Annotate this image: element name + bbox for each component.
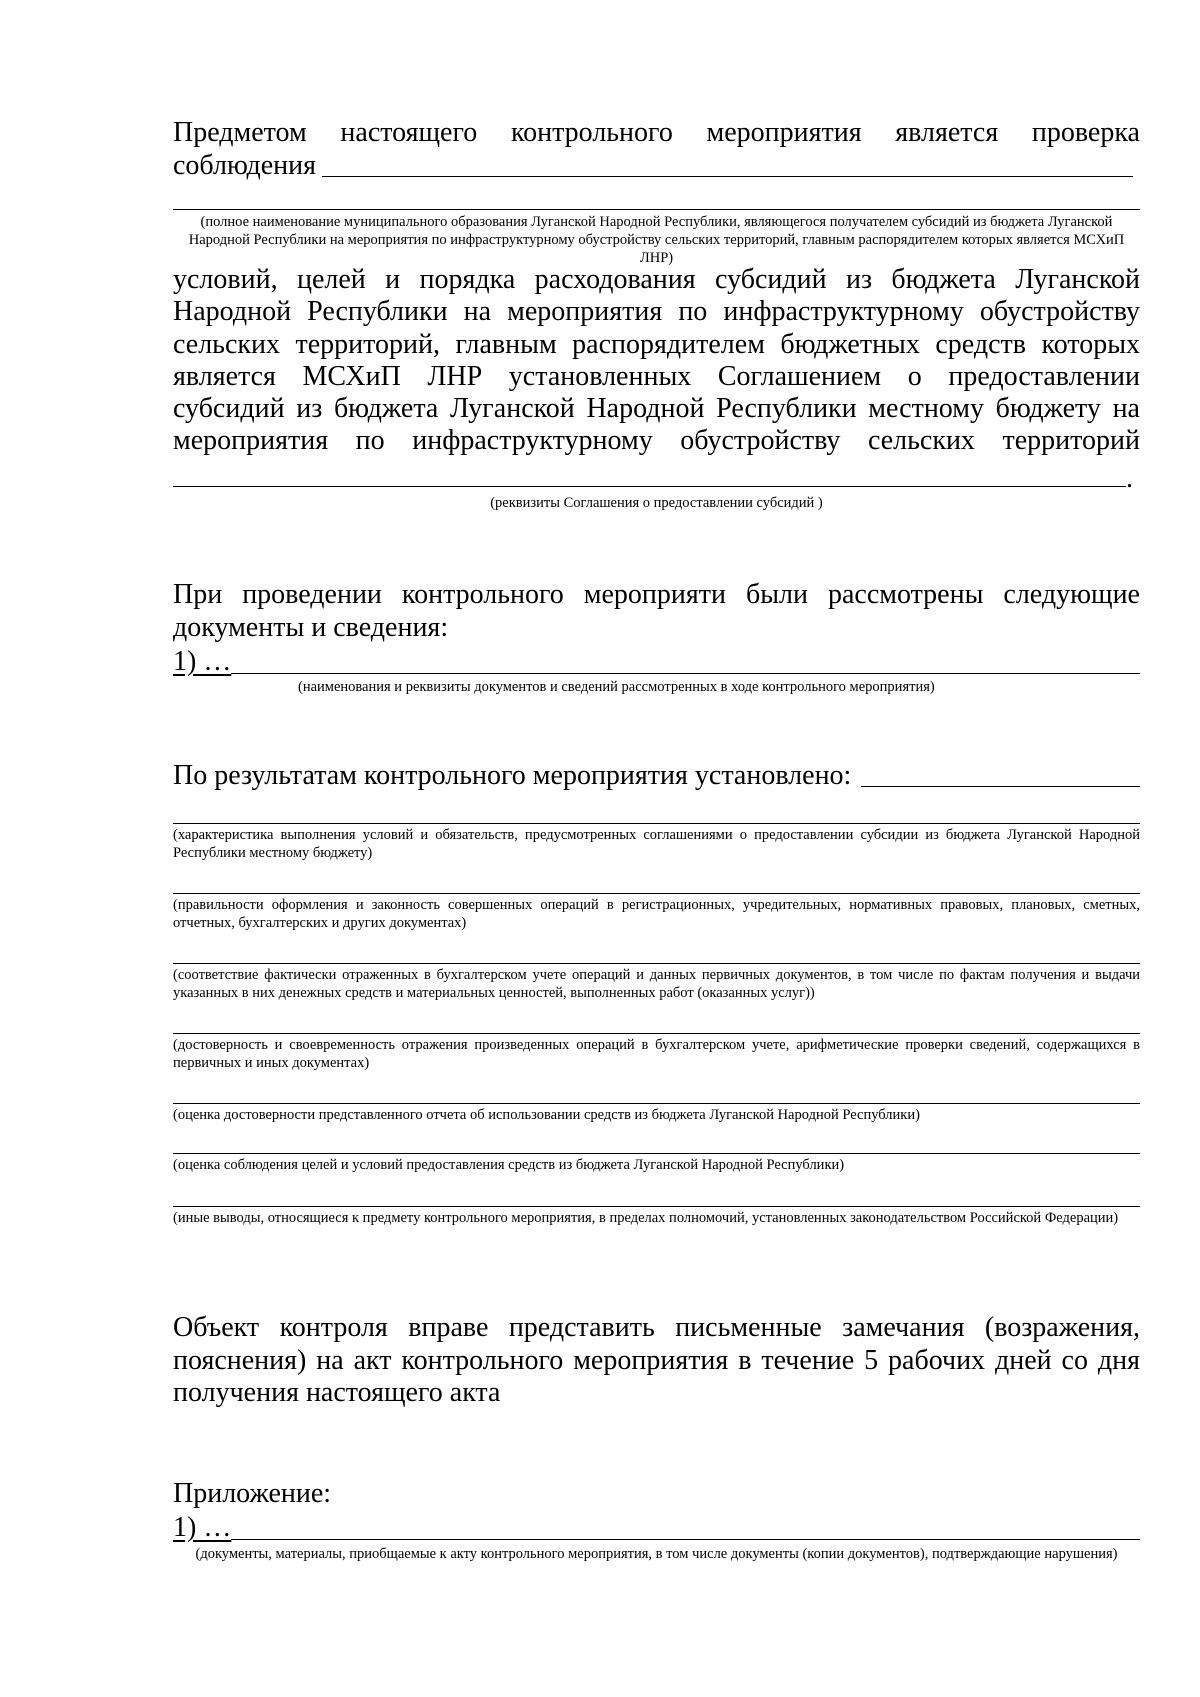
note-text: (соответствие фактически отраженных в бухгалтерском учете операций и данных первичных документов, в том числе по фактам получения и выдачи указанных в них денежных средств и материальных ценностей, выполненных работ (оказанных услуг)) xyxy=(173,967,1140,1001)
heading-text: Приложение: xyxy=(173,1478,332,1509)
word: мероприятия xyxy=(706,117,862,148)
note-text: (реквизиты Соглашения о предоставлении субсидий ) xyxy=(490,495,823,511)
period-mark: . xyxy=(1126,463,1133,494)
note-text: (достоверность и своевременность отражения произведенных операций в бухгалтерском учете, арифметические проверки сведений, содержащихся в первичных и иных документах) xyxy=(173,1037,1140,1071)
results-heading xyxy=(173,759,1140,792)
fill-line-result-4 xyxy=(173,1033,1140,1034)
fill-line-result-7 xyxy=(173,1206,1140,1207)
note-result-6 xyxy=(173,1156,1140,1174)
note-text: (характеристика выполнения условий и обязательств, предусмотренных соглашениями о предоставлении субсидии из бюджета Луганской Народной Республики местному бюджету) xyxy=(173,827,1140,861)
fill-line xyxy=(231,1539,1140,1540)
note-text: (оценка соблюдения целей и условий предоставления средств из бюджета Луганской Народной Республики) xyxy=(173,1157,845,1173)
documents-item-1 xyxy=(173,645,1140,678)
note-result-7 xyxy=(173,1209,1140,1227)
note-municipality xyxy=(173,213,1140,267)
fill-line-result-5 xyxy=(173,1103,1140,1104)
note-agreement xyxy=(173,494,1140,512)
fill-line-result-6 xyxy=(173,1153,1140,1154)
fill-line xyxy=(322,176,1133,177)
note-result-4 xyxy=(173,1036,1140,1072)
note-text: (документы, материалы, приобщаемые к акту контрольного мероприятия, в том числе документы (копии документов), подтверждающие нарушения) xyxy=(195,1546,1118,1562)
item-number: 1) … xyxy=(173,646,232,677)
note-result-3 xyxy=(173,966,1140,1002)
fill-line xyxy=(231,673,1140,674)
word: проверка xyxy=(1031,117,1140,148)
paragraph-text: Объект контроля вправе представить письменные замечания (возражения, пояснения) на акт контрольного мероприятия в течение 5 рабочих дней со дня получения настоящего акта xyxy=(173,1312,1140,1408)
note-result-1 xyxy=(173,826,1140,862)
word: настоящего xyxy=(340,117,478,148)
word: является xyxy=(895,117,999,148)
fill-line xyxy=(173,486,1126,487)
note-text: (иные выводы, относящиеся к предмету контрольного мероприятия, в пределах полномочий, установленных законодательством Российской Федерации) xyxy=(173,1210,1119,1226)
note-result-2 xyxy=(173,896,1140,932)
paragraph-text: условий, целей и порядка расходования субсидий из бюджета Луганской Народной Республики на мероприятия по инфраструктурному обустройству сельских территорий, главным распорядителем бюджетных средств которых является МСХиП ЛНР установленных Соглашением о предоставлении субсидий из бюджета Луганской Народной Республики местному бюджету на мероприятия по инфраструктурному обустройству сельских территорий xyxy=(173,264,1140,457)
fill-line-result-1 xyxy=(173,823,1140,824)
heading-text: По результатам контрольного мероприятия установлено: xyxy=(173,760,852,791)
compliance-label: соблюдения xyxy=(173,150,316,181)
word: контрольного xyxy=(510,117,673,148)
note-text: (полное наименование муниципального образования Луганской Народной Республики, являющегося получателем субсидий из бюджета Луганской Народной Республики на мероприятия по инфраструктурному обустройству сельских территорий, главным распорядителем которых является МСХиП ЛНР) xyxy=(188,214,1125,266)
documents-paragraph xyxy=(173,579,1140,644)
note-documents xyxy=(173,678,1140,696)
note-text: (правильности оформления и законность совершенных операций в регистрационных, учредительных, нормативных правовых, плановых, сметных, отчетных, бухгалтерских и других документах) xyxy=(173,897,1140,931)
fill-line xyxy=(861,786,1140,787)
appendix-heading xyxy=(173,1477,1140,1510)
note-result-5 xyxy=(173,1106,1140,1124)
appendix-item-1 xyxy=(173,1511,1140,1544)
note-text: (наименования и реквизиты документов и сведений рассмотренных в ходе контрольного мероприятия) xyxy=(298,679,935,695)
document-page xyxy=(173,0,1140,1697)
note-text: (оценка достоверности представленного отчета об использовании средств из бюджета Луганской Народной Республики) xyxy=(173,1107,920,1123)
note-appendix xyxy=(173,1545,1140,1563)
subject-line-1 xyxy=(173,116,1140,149)
subsidy-paragraph xyxy=(173,264,1140,458)
fill-line-agreement xyxy=(173,463,1133,494)
item-number: 1) … xyxy=(173,1512,232,1543)
fill-line-result-2 xyxy=(173,893,1140,894)
subject-line-2 xyxy=(173,149,1133,182)
word: Предметом xyxy=(173,117,307,148)
fill-line-result-3 xyxy=(173,963,1140,964)
fill-line-municipality xyxy=(173,209,1140,210)
objections-paragraph xyxy=(173,1312,1140,1410)
paragraph-text: При проведении контрольного мероприяти были рассмотрены следующие документы и сведения: xyxy=(173,579,1140,643)
